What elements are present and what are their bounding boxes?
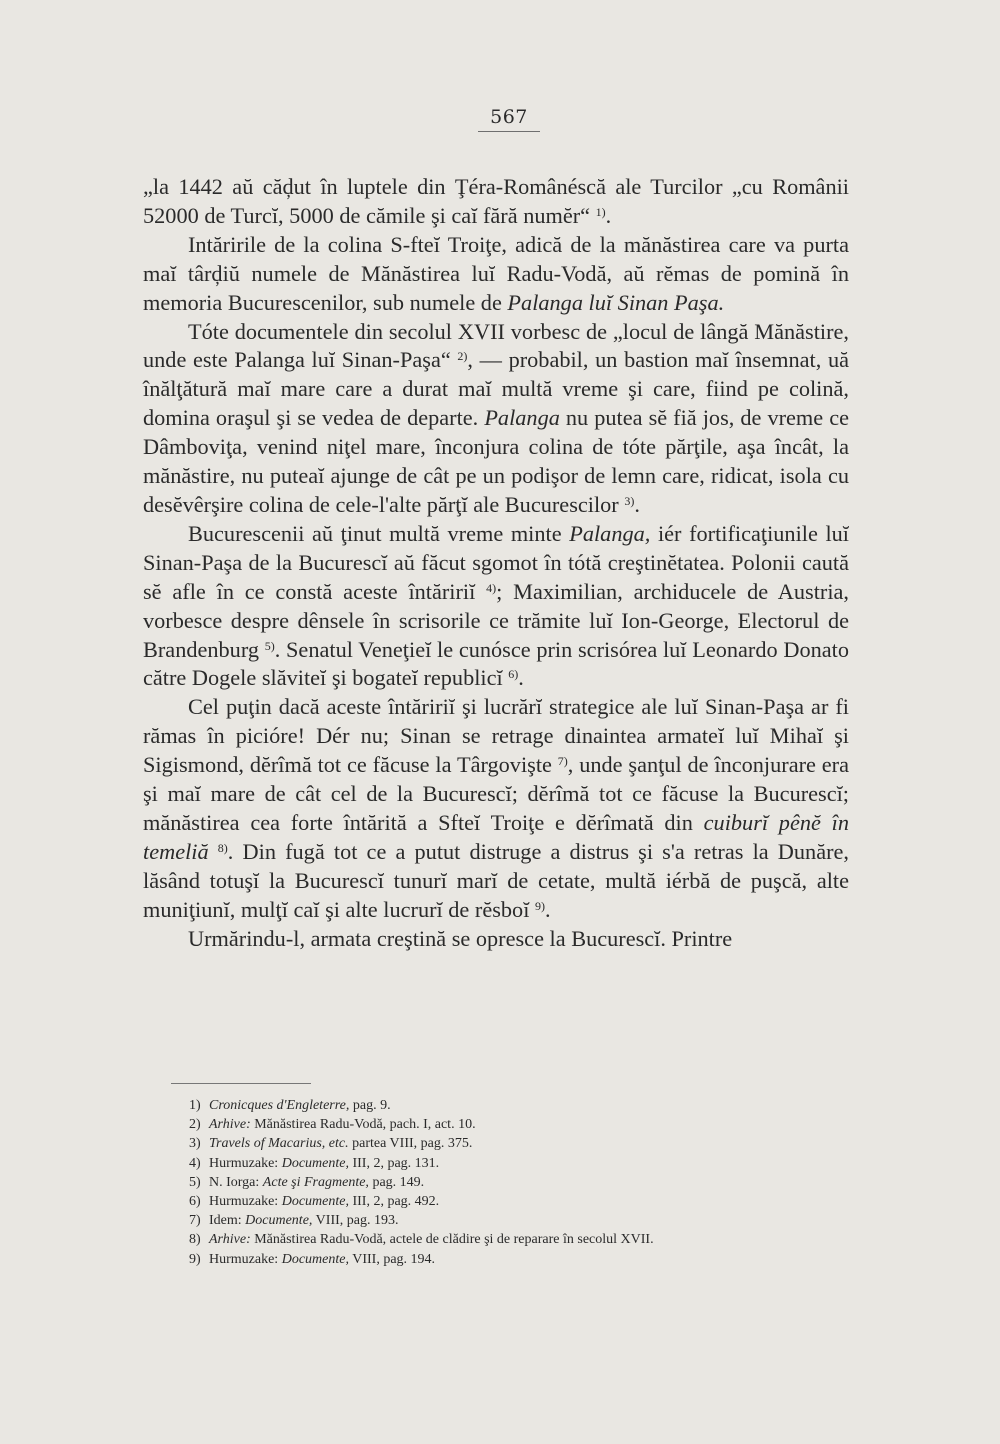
footnote (189, 1250, 829, 1269)
italic-text: Palanga, (569, 520, 651, 546)
footnote-source: Cronicques d'Engleterre, (209, 1098, 350, 1113)
body-text (143, 173, 849, 953)
footnote-detail: III, 2, pag. 131. (348, 1155, 440, 1171)
paragraph (143, 925, 849, 954)
footnote-number: 7) (189, 1213, 201, 1229)
footnote-source: Travels of Macarius, etc. (209, 1136, 349, 1152)
text-run: . (544, 896, 551, 922)
text-run: , — probabil, un bastion maĭ însemnat, uă înălţătură maĭ mare care a durat maĭ multă vreme şi care, fiind pe colină, domina oraşul şi se vedea de departe. (143, 347, 849, 431)
paragraph (143, 520, 849, 693)
footnote-detail: VIII, pag. 194. (348, 1251, 436, 1267)
italic-text: Palanga (484, 405, 560, 431)
text-run: „la 1442 aŭ căḑut în luptele din Ţéra-Românéscă ale Turcilor „cu Românii 52000 de Turcĭ, 5000 de cămile şi caĭ fără numĕr“ (143, 174, 849, 228)
footnotes (189, 1096, 829, 1269)
footnote-source: Arhive: (209, 1232, 251, 1248)
footnote-detail: partea VIII, pag. 375. (348, 1136, 473, 1152)
text-run: Cel puţin dacă aceste întăririĭ şi lucrărĭ strategice ale luĭ Sinan-Paşa ar fi rămas în picióre! Dér nu; Sinan se retrage dinaintea armateĭ luĭ Mihaĭ şi Sigismond, dĕrîmă tot ce făcuse la Târgovişte (143, 694, 849, 778)
text-run (209, 839, 218, 864)
footnote-number: 3) (189, 1136, 201, 1152)
footnote-number: 9) (189, 1251, 201, 1267)
text-run: Bucurescenii aŭ ţinut multă vreme minte (188, 520, 570, 546)
footnote (189, 1115, 829, 1134)
italic-text: Palanga luĭ Sinan Paşa. (507, 289, 725, 315)
footnote-number: 2) (189, 1117, 201, 1133)
footnote-number: 6) (189, 1194, 201, 1210)
footnote (189, 1173, 829, 1192)
text-run: . (605, 202, 612, 228)
footnote-reference: 6) (508, 667, 519, 682)
footnote (189, 1096, 829, 1115)
footnote-source: Documente, (281, 1251, 349, 1267)
paragraph (143, 173, 849, 231)
footnote-detail: pag. 149. (368, 1174, 425, 1190)
text-run: , unde şanţul de înconjurare era şi maĭ mare de cât cel de la Bucurescĭ; dĕrîmă tot ce făcuse la Bucurescĭ; mănăstirea cea forte întărită a Sfteĭ Troiţe e dĕrîmată din (143, 752, 849, 835)
footnote-detail: Mănăstirea Radu-Vodă, actele de clădire şi de reparare în secolul XVII. (250, 1232, 654, 1248)
footnote-number: 4) (189, 1155, 201, 1171)
footnote-author: Hurmuzake: (209, 1155, 282, 1171)
footnote-number: 5) (189, 1174, 201, 1190)
footnote-author: Hurmuzake: (209, 1251, 282, 1267)
footnote-reference: 9) (534, 898, 545, 913)
footnote-detail: VIII, pag. 193. (312, 1213, 399, 1229)
footnote-detail: III, 2, pag. 492. (348, 1194, 440, 1210)
text-run: . Din fugă tot ce a putut distruge a distrus şi s'a retras la Dunăre, lăsând totuşĭ la Bucurescĭ tunurĭ marĭ de cetate, multă iérbă de puşcă, alte muniţiunĭ, mulţĭ caĭ şi alte lucrurĭ de rĕsboĭ (143, 838, 849, 922)
footnote (189, 1192, 829, 1211)
footnote-source: Documente, (281, 1194, 349, 1210)
text-run: . Senatul Veneţieĭ le cunósce prin scrisórea luĭ Leonardo Donato către Dogele slăviteĭ şi bogateĭ republicĭ (143, 636, 850, 691)
footnote-author: Hurmuzake: (209, 1194, 282, 1210)
text-run: nu putea sĕ fiă jos, de vreme ce Dâmboviţa, venind niţel mare, înconjura colina de tóte părţile, aşa încât, la mănăstire, nu puteaĭ ajunge de cât pe un podişor de lemn care, ridicat, isola cu desĕvêrşire colina de cele-l'alte părţĭ ale Bucurescilor (143, 405, 849, 517)
paragraph (143, 693, 849, 924)
footnote-source: Documente, (245, 1213, 313, 1229)
text-run: . (634, 491, 640, 517)
footnote-author: N. Iorga: (209, 1174, 263, 1190)
footnote-author: Idem: (209, 1213, 246, 1229)
paragraph (143, 231, 849, 318)
text-run: Tóte documentele din secolul XVII vorbesc de „locul de lângă Mănăstire, unde este Palanga luĭ Sinan-Paşa“ (143, 318, 849, 373)
footnote (189, 1154, 829, 1173)
footnote-reference: 7) (557, 754, 568, 769)
footnote-number: 8) (189, 1232, 201, 1248)
text-run: . (518, 665, 524, 691)
footnote-source: Acte şi Fragmente, (262, 1174, 369, 1190)
text-run: Intăririle de la colina S-fteĭ Troiţe, adică de la mănăstirea care va purta maĭ târḑiŭ numele de Mănăstirea luĭ Radu-Vodă, aŭ rĕmas de pomină în memoria Bucurescenilor, sub numele de (143, 231, 849, 315)
footnote-detail: Mănăstirea Radu-Vodă, pach. I, act. 10. (250, 1117, 476, 1133)
footnote (189, 1134, 829, 1153)
paragraph (143, 318, 849, 520)
footnote-source: Documente, (281, 1155, 349, 1171)
text-run: ; Maximilian, archiducele de Austria, vorbesce despre dênsele în scrisorile ce trămite luĭ Ion-George, Electorul de Brandenburg (143, 578, 849, 662)
footnote-reference: 1) (595, 204, 606, 219)
footnote-detail: pag. 9. (349, 1098, 391, 1113)
footnote (189, 1230, 829, 1249)
text-run: Urmărindu-l, armata creştină se opresce la Bucurescĭ. Printre (188, 925, 733, 951)
page-number: 567 (478, 106, 540, 132)
footnote-reference: 5) (264, 638, 275, 653)
footnote-number: 1) (189, 1098, 201, 1113)
footnote-source: Arhive: (209, 1117, 251, 1133)
text-run: iér fortificaţiunile luĭ Sinan-Paşa de la Bucurescĭ aŭ făcut sgomot în tótă creştinĕtatea. Polonii caută sĕ afle în ce constă aceste întăririĭ (143, 520, 849, 604)
footnote (189, 1211, 829, 1230)
footnote-separator (171, 1083, 311, 1084)
footnote-reference: 3) (624, 493, 635, 508)
footnote-reference: 8) (217, 840, 228, 855)
footnote-reference: 4) (486, 580, 497, 595)
italic-text: cuiburĭ pênĕ în temeliă (143, 809, 849, 864)
footnote-reference: 2) (457, 349, 468, 364)
